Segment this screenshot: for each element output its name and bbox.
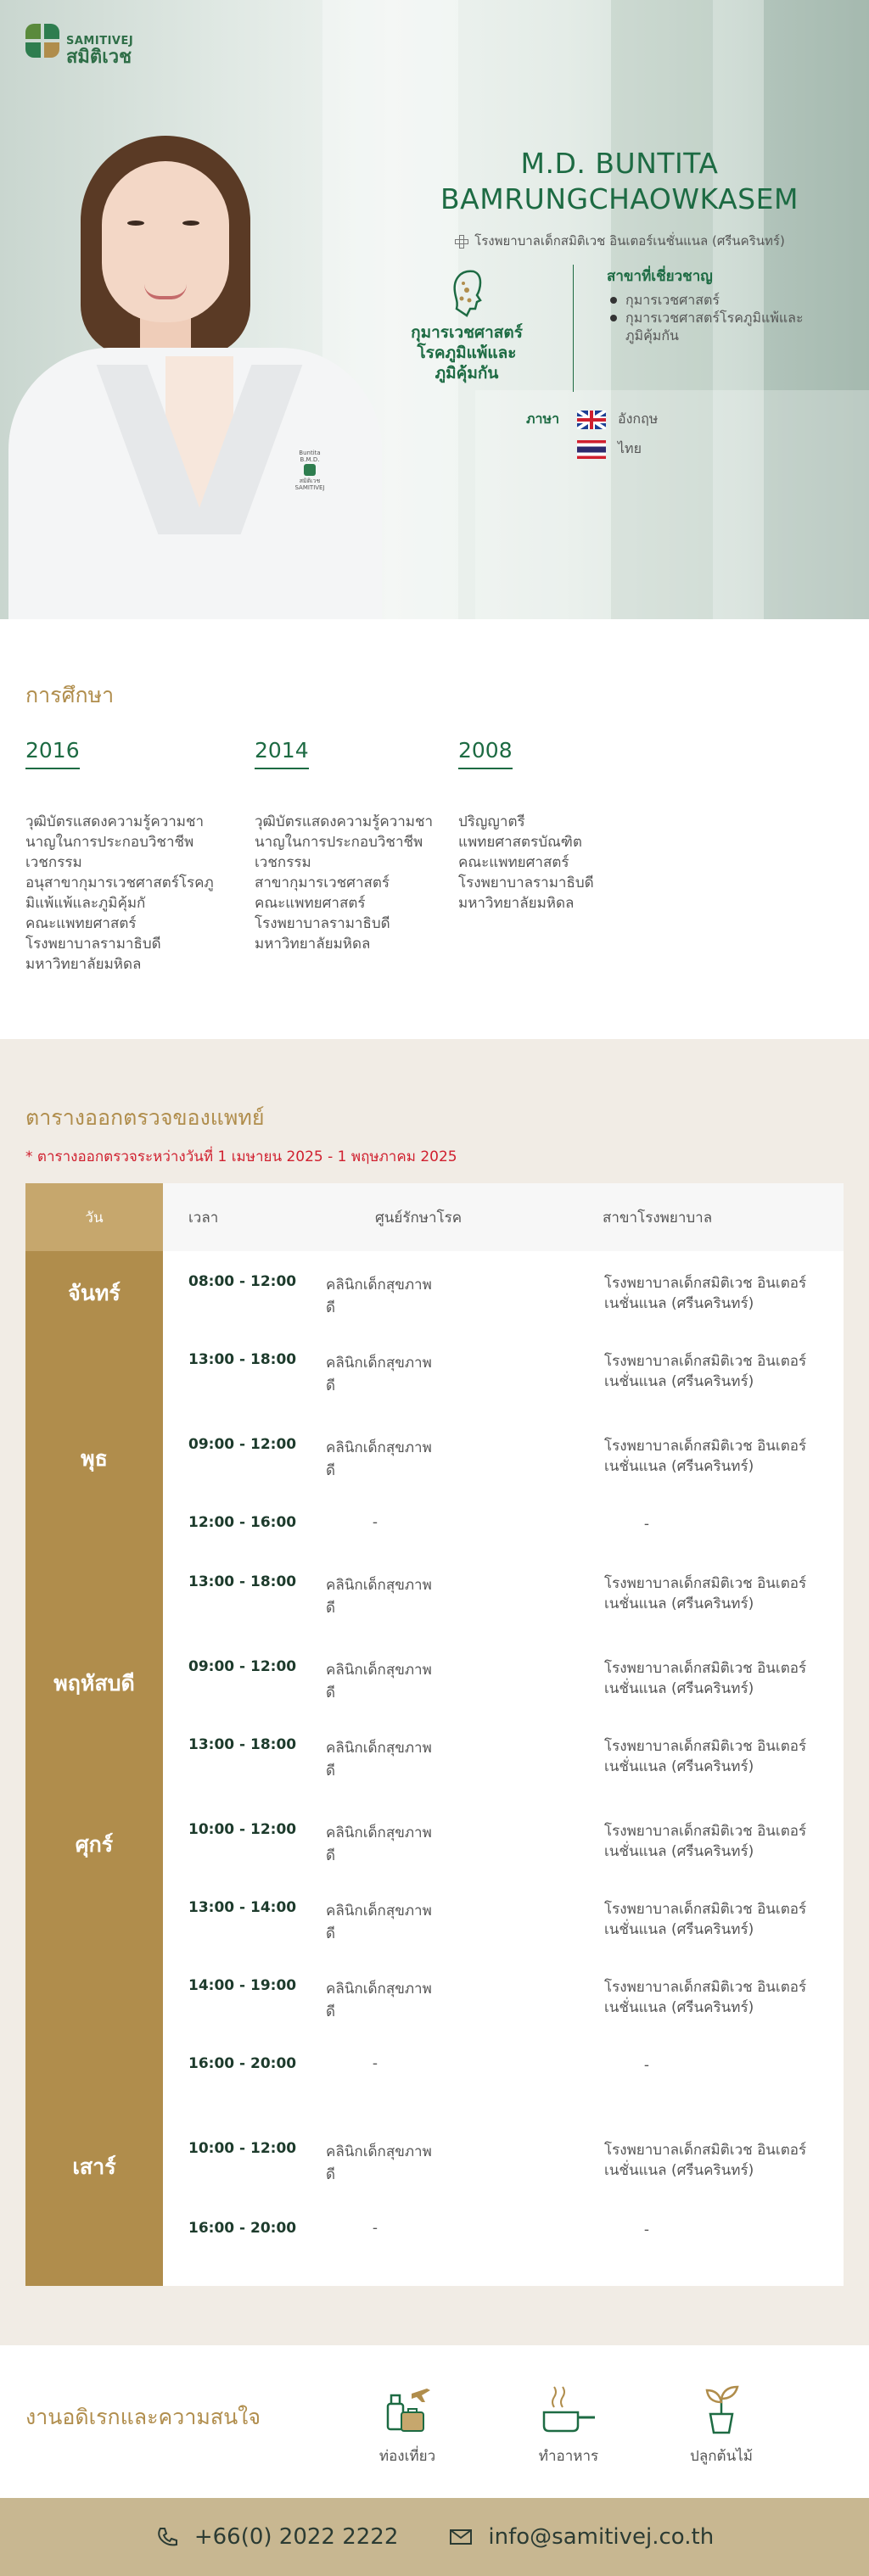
language-english: อังกฤษ [577, 409, 658, 430]
row-clinic: คลินิกเด็กสุขภาพดี [326, 2143, 432, 2183]
row-time: 13:00 - 14:00 [188, 1899, 297, 1916]
table-row [163, 1414, 844, 1492]
row-branch: โรงพยาบาลเด็กสมิติเวช อินเตอร์เนชั่นแนล (ศรีนครินทร์) [604, 1660, 807, 1697]
row-clinic: - [372, 2220, 378, 2237]
row-clinic: คลินิกเด็กสุขภาพดี [326, 1439, 432, 1479]
row-branch: โรงพยาบาลเด็กสมิติเวช อินเตอร์เนชั่นแนล (ศรีนครินทร์) [604, 1823, 807, 1860]
badge-brand: สมิติเวช SAMITIVEJ [294, 477, 325, 492]
phone-link[interactable] [155, 2524, 399, 2550]
day-label: พุธ [81, 1446, 108, 1471]
education-title: การศึกษา [25, 683, 115, 707]
interests-section [0, 2345, 869, 2498]
table-row [163, 1714, 844, 1792]
thai-flag-icon [577, 440, 606, 459]
interest-travel [348, 2383, 467, 2467]
row-time: 08:00 - 12:00 [188, 1273, 297, 1290]
schedule-table [25, 1183, 844, 2286]
row-time: 10:00 - 12:00 [188, 1821, 297, 1838]
row-clinic: คลินิกเด็กสุขภาพดี [326, 1355, 432, 1394]
row-clinic: คลินิกเด็กสุขภาพดี [326, 1662, 432, 1702]
row-branch: โรงพยาบาลเด็กสมิติเวช อินเตอร์เนชั่นแนล (ศรีนครินทร์) [604, 1901, 807, 1938]
row-branch: - [643, 2057, 650, 2074]
row-clinic: - [372, 2055, 378, 2072]
education-year: 2008 [458, 738, 513, 769]
specialty-divider [573, 265, 574, 392]
row-time: 14:00 - 19:00 [188, 1977, 297, 1994]
education-year: 2014 [255, 738, 309, 769]
languages [526, 409, 658, 460]
day-column [25, 1251, 163, 2286]
row-branch: โรงพยาบาลเด็กสมิติเวช อินเตอร์เนชั่นแนล (ศรีนครินทร์) [604, 2142, 807, 2179]
name-badge [289, 450, 331, 492]
day-label: จันทร์ [68, 1281, 121, 1305]
row-time: 16:00 - 20:00 [188, 2055, 297, 2072]
logo-text-th: สมิติเวช [66, 47, 132, 68]
uk-flag-icon [577, 411, 606, 429]
specialty-title: กุมารเวชศาสตร์ โรคภูมิแพ้และ ภูมิคุ้มกัน [411, 323, 523, 383]
table-header [25, 1183, 844, 1251]
interest-label: ทำอาหาร [538, 2448, 599, 2465]
row-time: 13:00 - 18:00 [188, 1736, 297, 1753]
row-clinic: คลินิกเด็กสุขภาพดี [326, 1824, 432, 1864]
header-day: วัน [25, 1183, 163, 1251]
phone-icon [155, 2527, 179, 2547]
header-time: เวลา [188, 1209, 219, 1227]
day-label: เสาร์ [72, 2154, 116, 2179]
education-item [458, 738, 666, 914]
row-time: 13:00 - 18:00 [188, 1573, 297, 1590]
schedule-title: ตารางออกตรวจของแพทย์ [25, 1105, 265, 1130]
header-clinic: ศูนย์รักษาโรค [375, 1209, 463, 1227]
education-item [255, 738, 463, 954]
education-year: 2016 [25, 738, 80, 769]
row-time: 12:00 - 16:00 [188, 1514, 297, 1531]
education-item [25, 738, 233, 975]
row-branch: โรงพยาบาลเด็กสมิติเวช อินเตอร์เนชั่นแนล (ศรีนครินทร์) [604, 1979, 807, 2016]
badge-name: Buntita B.M.D. [299, 450, 321, 464]
logo-text-en: SAMITIVEJ [66, 34, 134, 47]
row-clinic: คลินิกเด็กสุขภาพดี [326, 1277, 432, 1316]
language-label: ภาษา [526, 411, 560, 427]
row-time: 09:00 - 12:00 [188, 1658, 297, 1675]
row-clinic: คลินิกเด็กสุขภาพดี [326, 1981, 432, 2020]
row-time: 10:00 - 12:00 [188, 2140, 297, 2157]
table-row [163, 1636, 844, 1714]
row-time: 13:00 - 18:00 [188, 1351, 297, 1368]
table-row [163, 2033, 844, 2111]
table-row [163, 1799, 844, 1877]
samitivej-logo[interactable] [25, 24, 134, 68]
expertise-item: กุมารเวชศาสตร์ [607, 291, 844, 309]
table-row [163, 1329, 844, 1407]
schedule-section [0, 1039, 869, 2345]
doctor-hero [0, 0, 869, 619]
plant-icon [692, 2383, 751, 2436]
interest-label: ปลูกต้นไม้ [690, 2448, 753, 2465]
doctor-name: M.D. BUNTITA BAMRUNGCHAOWKASEM [440, 147, 799, 215]
doctor-info [390, 146, 849, 456]
row-branch: โรงพยาบาลเด็กสมิติเวช อินเตอร์เนชั่นแนล (ศรีนครินทร์) [604, 1353, 807, 1390]
table-row [163, 2198, 844, 2276]
interests-title: งานอดิเรกและความสนใจ [25, 2405, 261, 2429]
table-row [163, 1955, 844, 2033]
email-link[interactable] [449, 2524, 714, 2550]
header-branch: สาขาโรงพยาบาล [603, 1209, 713, 1227]
table-row [163, 1877, 844, 1955]
education-desc: วุฒิบัตรแสดงความรู้ความชา นาญในการประกอบวิชาชีพ เวชกรรม สาขากุมารเวชศาสตร์ คณะแพทยศาสตร์ โรงพยาบาลรามาธิบดี มหาวิทยาลัยมหิดล [255, 813, 434, 953]
row-branch: - [643, 1516, 650, 1533]
hospital-name: โรงพยาบาลเด็กสมิติเวช อินเตอร์เนชั่นแนล (ศรีนครินทร์) [474, 233, 785, 249]
email-icon [449, 2527, 473, 2547]
row-time: 09:00 - 12:00 [188, 1436, 297, 1453]
doctor-photo [0, 136, 390, 619]
hospital-cross-icon [454, 234, 468, 248]
cooking-pot-icon [539, 2383, 598, 2436]
contact-footer [0, 2498, 869, 2576]
expertise-list [607, 265, 844, 344]
row-branch: โรงพยาบาลเด็กสมิติเวช อินเตอร์เนชั่นแนล (ศรีนครินทร์) [604, 1438, 807, 1475]
table-row [163, 1551, 844, 1629]
row-time: 16:00 - 20:00 [188, 2220, 297, 2237]
language-thai: ไทย [577, 439, 658, 460]
row-branch: โรงพยาบาลเด็กสมิติเวช อินเตอร์เนชั่นแนล (ศรีนครินทร์) [604, 1275, 807, 1312]
allergy-specialty-icon [441, 265, 492, 324]
table-row [163, 2118, 844, 2196]
education-desc: วุฒิบัตรแสดงความรู้ความชา นาญในการประกอบวิชาชีพ เวชกรรม อนุสาขากุมารเวชศาสตร์โรคภู มิแพ้แพ้และภูมิคุ้มกั คณะแพทยศาสตร์ โรงพยาบาลรามาธิบดี มหาวิทยาลัยมหิดล [25, 813, 214, 973]
expertise-title: สาขาที่เชี่ยวชาญ [607, 268, 713, 285]
day-label: ศุกร์ [75, 1832, 114, 1857]
row-branch: - [643, 2221, 650, 2238]
interest-gardening [662, 2383, 781, 2467]
email-address: info@samitivej.co.th [488, 2524, 715, 2550]
hospital-line [390, 231, 849, 251]
row-clinic: คลินิกเด็กสุขภาพดี [326, 1903, 432, 1942]
day-label: พฤหัสบดี [53, 1671, 135, 1696]
specialty-block [390, 265, 849, 456]
table-row [163, 1251, 844, 1329]
row-branch: โรงพยาบาลเด็กสมิติเวช อินเตอร์เนชั่นแนล (ศรีนครินทร์) [604, 1738, 807, 1775]
row-branch: โรงพยาบาลเด็กสมิติเวช อินเตอร์เนชั่นแนล (ศรีนครินทร์) [604, 1575, 807, 1612]
row-clinic: - [372, 1514, 378, 1531]
row-clinic: คลินิกเด็กสุขภาพดี [326, 1740, 432, 1780]
interest-label: ท่องเที่ยว [378, 2448, 436, 2465]
travel-icon [378, 2383, 437, 2436]
schedule-note: * ตารางออกตรวจระหว่างวันที่ 1 เมษายน 2025 - 1 พฤษภาคม 2025 [25, 1148, 457, 1165]
logo-icon [25, 24, 59, 58]
phone-number: +66(0) 2022 2222 [193, 2524, 399, 2550]
education-desc: ปริญญาตรี แพทยศาสตรบัณฑิต คณะแพทยศาสตร์ โรงพยาบาลรามาธิบดี มหาวิทยาลัยมหิดล [458, 813, 594, 912]
expertise-item: กุมารเวชศาสตร์โรคภูมิแพ้และภูมิคุ้มกัน [607, 309, 844, 344]
row-clinic: คลินิกเด็กสุขภาพดี [326, 1577, 432, 1617]
education-section [0, 619, 869, 1039]
interest-cooking [509, 2383, 628, 2467]
